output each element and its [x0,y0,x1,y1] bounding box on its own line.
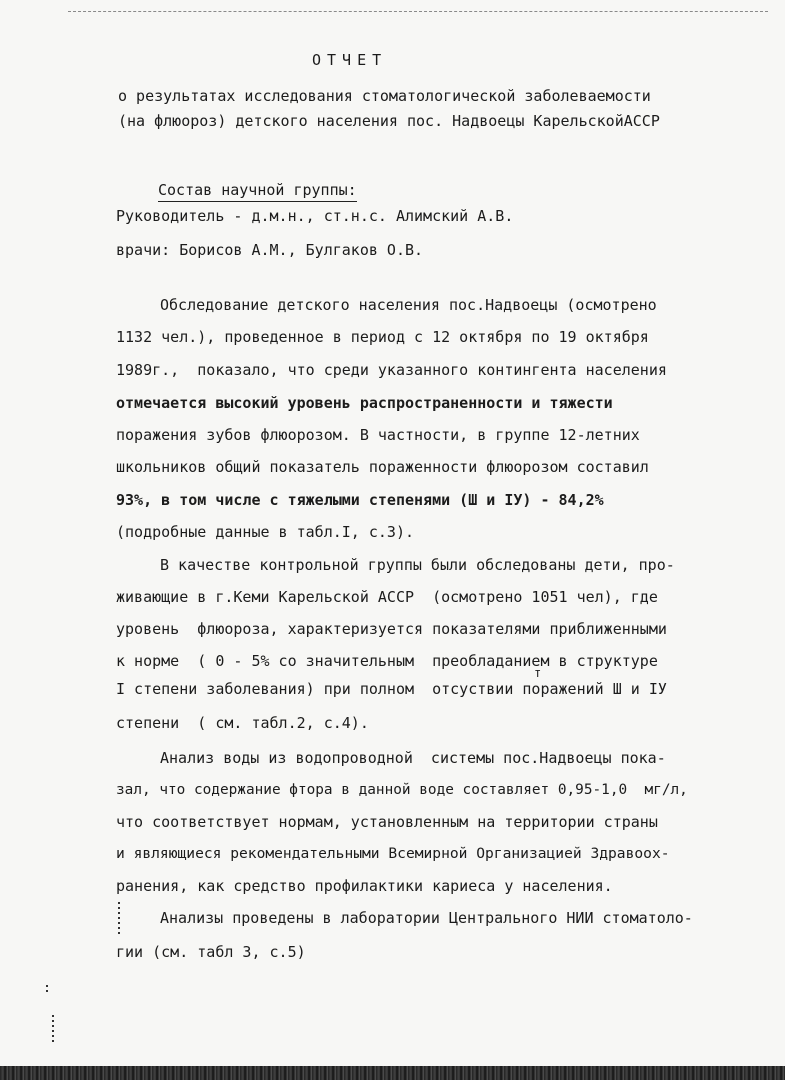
paragraph-2-line: к норме ( 0 - 5% со значительным преобладанием в структуре [116,652,658,670]
subtitle-line-1: о результатах исследования стоматологической заболеваемости [118,87,651,105]
paragraph-2-line: живающие в г.Кеми Карельской АССР (осмотрено 1051 чел), где [116,588,658,606]
document-title: ОТЧЕТ [312,51,388,69]
group-leader-line: Руководитель - д.м.н., ст.н.с. Алимский А.В. [116,207,514,225]
subtitle-line-2: (на флюороз) детского населения пос. Надвоецы КарельскойАССР [118,112,660,130]
paragraph-1-line: отмечается высокий уровень распространенности и тяжести [116,394,613,412]
paragraph-2-line: уровень флюороза, характеризуется показателями приближенными [116,620,667,638]
scan-margin-mark [118,902,120,936]
paragraph-1-line: 1132 чел.), проведенное в период с 12 октября по 19 октября [116,328,649,346]
scan-margin-mark [52,1015,54,1043]
paragraph-1-line: поражения зубов флюорозом. В частности, в группе 12-летних [116,426,640,444]
paragraph-2-line: степени ( см. табл.2, с.4). [116,714,369,732]
inserted-letter-t: т [534,666,542,680]
paragraph-3-line: ранения, как средство профилактики кариеса у населения. [116,877,613,895]
scan-top-rule [68,11,768,12]
paragraph-1-line: школьников общий показатель пораженности флюорозом составил [116,458,649,476]
group-doctors-line: врачи: Борисов А.М., Булгаков О.В. [116,241,424,259]
paragraph-2-line: I степени заболевания) при полном отсуствии поражений Ш и IУ [116,680,667,698]
paragraph-4-line: гии (см. табл 3, с.5) [116,943,306,961]
paragraph-3-line: зал, что содержание фтора в данной воде составляет 0,95-1,0 мг/л, [116,782,688,798]
paragraph-2-line: В качестве контрольной группы были обследованы дети, про- [160,556,675,574]
scan-margin-mark [46,985,48,995]
scan-bottom-edge [0,1066,785,1080]
paragraph-3-line: Анализ воды из водопроводной системы пос.Надвоецы пока- [160,749,666,767]
paragraph-1-line: (подробные данные в табл.I, с.3). [116,523,415,541]
paragraph-3-line: и являющиеся рекомендательными Всемирной Организацией Здравоох- [116,845,670,862]
paragraph-3-line: что соответствует нормам, установленным на территории страны [116,813,658,831]
paragraph-4-line: Анализы проведены в лаборатории Центрального НИИ стоматоло- [160,909,693,927]
paragraph-1-line: Обследование детского населения пос.Надвоецы (осмотрено [160,296,657,314]
paragraph-1-line: 1989г., показало, что среди указанного контингента населения [116,361,667,379]
paragraph-1-line: 93%, в том числе с тяжелыми степенями (Ш и IУ) - 84,2% [116,491,604,509]
group-heading: Состав научной группы: [158,180,357,202]
